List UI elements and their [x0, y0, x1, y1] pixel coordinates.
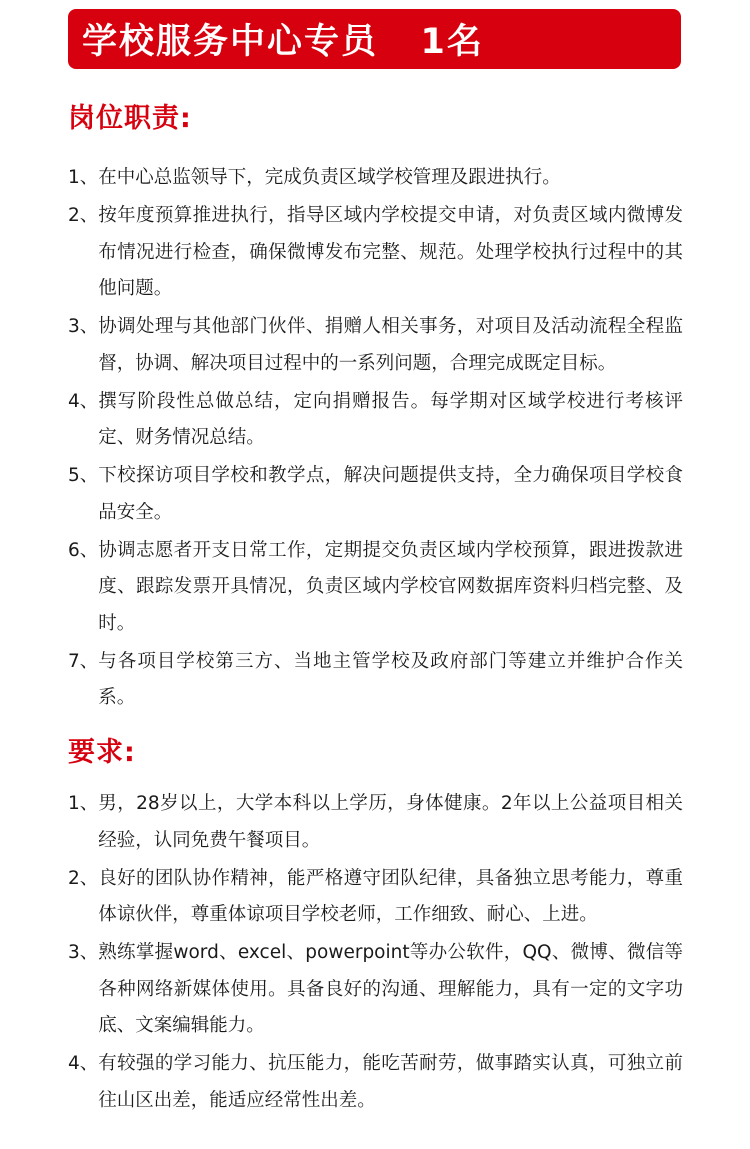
- duties-item: [68, 644, 683, 717]
- item-number: 3、: [68, 316, 99, 337]
- item-number: 4、: [68, 1053, 99, 1074]
- item-text: 与各项目学校第三方、当地主管学校及政府部门等建立并维护合作关系。: [98, 650, 683, 708]
- item-number: 2、: [68, 867, 99, 889]
- requirements-item: [68, 861, 683, 934]
- item-text: 协调志愿者开支日常工作，定期提交负责区域内学校预算，跟进拨款进度、跟踪发票开具情况，负责区域内学校官网数据库资料归档完整、及时。: [98, 539, 683, 634]
- duties-item: [68, 533, 683, 643]
- duties-list: [68, 160, 683, 718]
- duties-item: [68, 458, 683, 531]
- item-text: 在中心总监领导下，完成负责区域学校管理及跟进执行。: [98, 167, 561, 188]
- item-text: 撰写阶段性总做总结，定向捐赠报告。每学期对区域学校进行考核评定、财务情况总结。: [98, 390, 683, 448]
- item-text: 熟练掌握word、excel、powerpoint等办公软件，QQ、微博、微信等各种网络新媒体使用。具备良好的沟通、理解能力，具有一定的文字功底、文案编辑能力。: [98, 942, 683, 1036]
- item-number: 1、: [68, 167, 99, 188]
- requirements-item: [68, 786, 683, 859]
- requirements-item: [68, 935, 683, 1045]
- item-number: 1、: [68, 793, 99, 814]
- duties-item: [68, 309, 683, 382]
- duties-item: [68, 160, 683, 197]
- requirements-list: [68, 786, 683, 1121]
- item-text: 良好的团队协作精神，能严格遵守团队纪律，具备独立思考能力，尊重体谅伙伴，尊重体谅项目学校老师，工作细致、耐心、上进。: [98, 867, 683, 925]
- item-number: 4、: [68, 390, 99, 412]
- requirements-heading: 要求:: [68, 737, 136, 768]
- item-text: 有较强的学习能力、抗压能力，能吃苦耐劳，做事踏实认真，可独立前往山区出差，能适应经常性出差。: [98, 1053, 683, 1111]
- item-text: 男，28岁以上，大学本科以上学历，身体健康。2年以上公益项目相关经验，认同免费午餐项目。: [98, 793, 683, 851]
- item-number: 7、: [68, 650, 99, 672]
- item-number: 5、: [68, 465, 99, 486]
- item-text: 协调处理与其他部门伙伴、捐赠人相关事务，对项目及活动流程全程监督，协调、解决项目过程中的一系列问题，合理完成既定目标。: [98, 316, 683, 374]
- title-banner: [68, 9, 681, 69]
- item-number: 6、: [68, 539, 99, 561]
- item-text: 下校探访项目学校和教学点，解决问题提供支持，全力确保项目学校食品安全。: [98, 465, 683, 523]
- item-number: 2、: [68, 205, 99, 226]
- requirements-item: [68, 1046, 683, 1119]
- item-number: 3、: [68, 942, 99, 963]
- page-title: 学校服务中心专员 1名: [82, 22, 484, 62]
- item-text: 按年度预算推进执行，指导区域内学校提交申请，对负责区域内微博发布情况进行检查，确保微博发布完整、规范。处理学校执行过程中的其他问题。: [98, 205, 683, 299]
- duties-item: [68, 198, 683, 308]
- duties-item: [68, 384, 683, 457]
- duties-heading: 岗位职责:: [68, 103, 192, 134]
